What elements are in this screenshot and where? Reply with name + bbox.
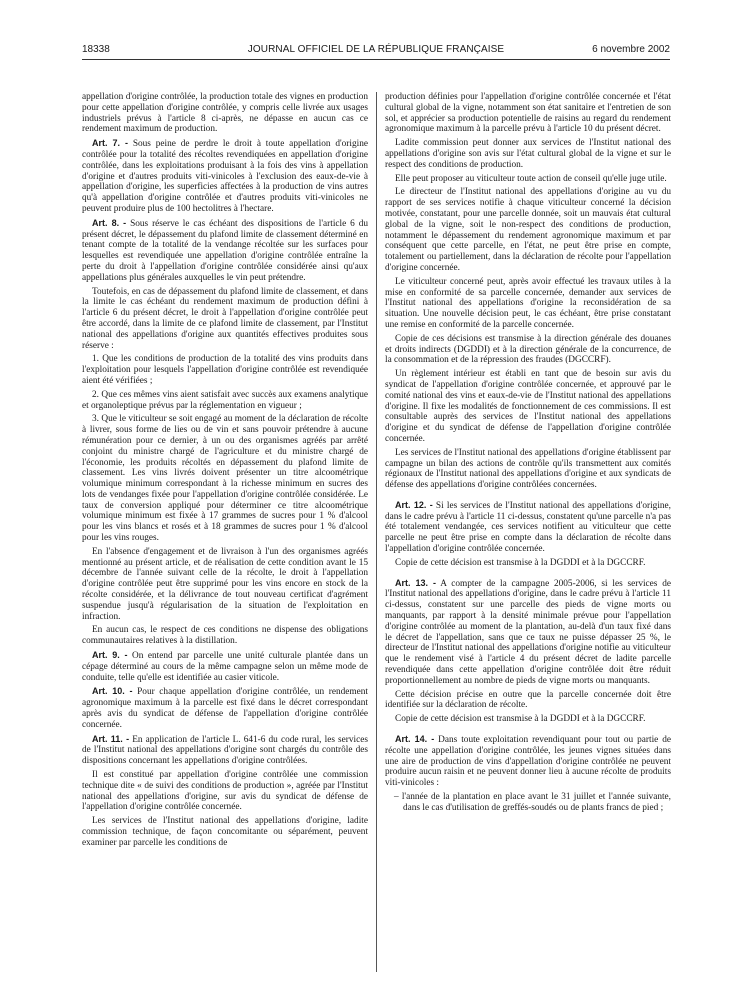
paragraph: Ladite commission peut donner aux services de l'Institut national des appellations d'origine son avis sur l'état cultural global de la vigne et sur le respect des conditions de production. xyxy=(385,138,671,170)
left-column xyxy=(82,92,368,972)
article-heading: Art. 8. - xyxy=(92,217,127,228)
article-text: Dans toute exploitation revendiquant pour tout ou partie de récolte une appellation d'origine contrôlée, les jeunes vignes situées dans une aire de production de vins d'appellation d'origine contrôlée ne peuvent produire aucun raisin et ne peuvent donner lieu à aucune récolte de produits viti-vinicoles : xyxy=(385,735,671,789)
paragraph: Les services de l'Institut national des appellations d'origine établissent par campagne un bilan des actions de contrôle qu'ils transmettent aux comités régionaux de l'Institut national des appellations d'origine et aux syndicats de défense des appellations d'origine contrôlées concernées. xyxy=(385,447,671,491)
paragraph: 3. Que le viticulteur se soit engagé au moment de la déclaration de récolte à livrer, sous forme de lies ou de vin et sans pouvoir prétendre à aucune rémunération pour ce dernier, à un ou des organismes agréés par arrêté conjoint du ministre chargé de l'agriculture et du ministre chargé de l'économie, les produits récoltés en dépassement du plafond limite de classement. Les vins livrés doivent présenter un titre alcoométrique volumique minimum correspondant à la richesse minimum en sucres des lots de vendanges fixée pour l'appellation d'origine contrôlée considérée. Le taux de conversion appliqué pour déterminer ce titre alcoométrique volumique minimum est fixée à 17 grammes de sucres pour 1 % d'alcool pour les vins blancs et rosés et à 18 grammes de sucres pour 1 % d'alcool pour les vins rouges. xyxy=(82,414,368,544)
article-heading: Art. 12. - xyxy=(395,499,433,510)
article-7 xyxy=(82,138,368,215)
paragraph: Un règlement intérieur est établi en tant que de besoin sur avis du syndicat de l'appellation d'origine contrôlée concernée, et approuvé par le comité national des vins et eaux-de-vie de l'Institut national des appellations d'origine. Il fixe les modalités de fonctionnement de ces commissions. Il est consultable auprès des services de l'Institut national des appellations d'origine et du syndicat de défense de l'appellation d'origine contrôlée concernée. xyxy=(385,369,671,444)
header-rule xyxy=(82,59,670,60)
article-9 xyxy=(82,650,368,683)
article-heading: Art. 13. - xyxy=(395,577,436,588)
paragraph: Elle peut proposer au viticulteur toute action de conseil qu'elle juge utile. xyxy=(395,173,667,184)
right-column xyxy=(385,92,671,972)
article-heading: Art. 7. - xyxy=(92,138,129,149)
article-text: Pour chaque appellation d'origine contrôlée, un rendement agronomique maximum à la parcelle est fixé dans le décret correspondant après avis du syndicat de défense de l'appellation d'origine contrôlée concernée. xyxy=(82,687,368,730)
paragraph: Le viticulteur concerné peut, après avoir effectué les travaux utiles à la mise en conformité de sa parcelle concernée, demander aux services de l'Institut national des appellations d'origine la reconsidération de sa situation. Une nouvelle décision peut, le cas échéant, être prise constatant une remise en conformité de la parcelle concernée. xyxy=(385,276,671,330)
article-heading: Art. 9. - xyxy=(92,650,128,661)
article-heading: Art. 10. - xyxy=(92,686,133,697)
paragraph: appellation d'origine contrôlée, la production totale des vignes en production pour cette appellation d'origine contrôlée, y compris celle livrée aux usages industriels prévus à l'article 8 ci-après, ne dépasse en aucun cas ce rendement maximum de production. xyxy=(82,92,368,135)
paragraph: En aucun cas, le respect de ces conditions ne dispense des obligations communautaires relatives à la distillation. xyxy=(82,625,368,647)
article-12 xyxy=(385,500,671,555)
paragraph: Copie de cette décision est transmise à la DGDDI et à la DGCCRF. xyxy=(395,557,646,568)
article-13 xyxy=(385,578,671,687)
paragraph: Copie de ces décisions est transmise à la direction générale des douanes et droits indirects (DGDDI) et à la direction générale de la concurrence, de la consommation et de la répression des fraudes (DGCCRF). xyxy=(385,333,671,366)
article-text: Si les services de l'Institut national des appellations d'origine, dans le cadre prévu à l'article 11 ci-dessus, constatent qu'une parcelle n'a pas été totalement vendangée, ces services notifient au viticulteur que cette parcelle ne peut être prise en compte dans la déclaration de récolte dans l'appellation d'origine contrôlée concernée. xyxy=(385,500,671,555)
paragraph: 2. Que ces mêmes vins aient satisfait avec succès aux examens analytique et organoleptique prévus par la réglementation en vigueur ; xyxy=(82,389,368,411)
article-text: Sous réserve le cas échéant des dispositions de l'article 6 du présent décret, le dépassement du plafond limite de classement déterminé en tenant compte de la totalité de la vendange récoltée sur les surfaces pour lesquelles est revendiquée une appellation d'origine contrôlée entraîne la perte du droit à l'appellation d'origine contrôlée considérée ainsi qu'aux appellations plus générales auxquelles le vin peut prétendre. xyxy=(82,218,368,283)
article-text: Sous peine de perdre le droit à toute appellation d'origine contrôlée pour la totalité des récoltes revendiquées en appellation d'origine contrôlée, dans les exploitations produisant à la fois des vins à appellation d'origine et d'autres produits viti-vinicoles à l'exclusion des eaux-de-vie à appellation d'origine, les superficies affectées à la production de vins autres qu'à appellation d'origine contrôlée et d'autres produits viti-vinicoles ne peuvent produire plus de 100 hectolitres à l'hectare. xyxy=(82,139,368,214)
page-number: 18338 xyxy=(82,44,110,55)
article-text: En application de l'article L. 641-6 du code rural, les services de l'Institut national des appellations d'origine sont chargés du contrôle des dispositions concernant les appellations d'origine contrôlées. xyxy=(82,734,368,767)
article-text: A compter de la campagne 2005-2006, si les services de l'Institut national des appellations d'origine, dans le cadre prévu à l'article 11 ci-dessus, constatent sur une parcelle des pieds de vigne morts ou manquants, par rapport à la densité minimale prévue pour l'appellation d'origine contrôlée au moment de la plantation, au-delà d'un taux fixé dans le décret de l'appellation, sans que ce taux ne puisse dépasser 25 %, le directeur de l'Institut national des appellations d'origine notifie au viticulteur que le rendement visé à l'article 4 du présent décret de ladite parcelle revendiquée dans cette appellation d'origine contrôlée doit être réduit proportionnellement au nombre de pieds de vigne morts ou manquants. xyxy=(385,578,671,686)
paragraph: 1. Que les conditions de production de la totalité des vins produits dans l'exploitation pour lesquels l'appellation d'origine contrôlée est revendiquée aient été vérifiées ; xyxy=(82,354,368,386)
paragraph: Il est constitué par appellation d'origine contrôlée une commission technique dite « de suivi des conditions de production », agréée par l'Institut national des appellations d'origine, sur avis du syndicat de défense de l'appellation d'origine contrôlée concernée. xyxy=(82,770,368,813)
paragraph: Le directeur de l'Institut national des appellations d'origine au vu du rapport de ses services notifie à chaque viticulteur concerné la décision motivée, constatant, pour une parcelle donnée, soit un mauvais état cultural global de la vigne, soit le non-respect des conditions de production, notamment le dépassement du rendement agronomique maximum et par conséquent que cette parcelle, en l'état, ne peut être prise en compte, totalement ou partiellement, dans la déclaration de récolte pour l'appellation d'origine concernée. xyxy=(385,187,671,273)
paragraph: Copie de cette décision est transmise à la DGDDI et à la DGCCRF. xyxy=(395,714,646,725)
publication-date: 6 novembre 2002 xyxy=(592,44,670,55)
article-heading: Art. 14. - xyxy=(395,734,435,745)
article-10 xyxy=(82,686,368,730)
article-8 xyxy=(82,218,368,284)
paragraph: Les services de l'Institut national des appellations d'origine, ladite commission technique, de façon concomitante ou séparément, peuvent examiner par parcelle les conditions de xyxy=(82,816,368,848)
paragraph: Toutefois, en cas de dépassement du plafond limite de classement, et dans la limite le cas échéant du rendement maximum de production défini à l'article 6 du présent décret, le droit à l'appellation d'origine contrôlée peut être accordé, dans la limite de ce plafond limite de classement, par l'Institut national des appellations d'origine aux quantités effectives produites sous réserve : xyxy=(82,286,368,351)
journal-title: JOURNAL OFFICIEL DE LA RÉPUBLIQUE FRANÇAISE xyxy=(247,44,505,55)
paragraph: En l'absence d'engagement et de livraison à l'un des organismes agréés mentionné au présent article, et de réalisation de cette condition avant le 15 décembre de l'année suivant celle de la récolte, le droit à l'appellation d'origine contrôlée peut être supprimé pour les vins encore en stock de la récolte considérée, et la délivrance de tout nouveau certificat d'agrément suspendue jusqu'à régularisation de la situation de l'exploitation en infraction. xyxy=(82,546,368,622)
article-11 xyxy=(82,734,368,767)
article-heading: Art. 11. - xyxy=(92,733,130,744)
page-header xyxy=(82,44,670,60)
paragraph: Cette décision précise en outre que la parcelle concernée doit être identifiée sur la déclaration de récolte. xyxy=(385,689,671,711)
article-14 xyxy=(385,734,671,789)
column-divider xyxy=(376,92,377,972)
article-text: On entend par parcelle une unité culturale plantée dans un cépage déterminé au cours de la même campagne selon un même mode de conduite, telle qu'elle est identifiée au casier viticole. xyxy=(82,651,368,683)
list-item: – l'année de la plantation en place avant le 31 juillet et l'année suivante, dans le cas d'utilisation de greffés-soudés ou de plants francs de pied ; xyxy=(394,792,671,813)
paragraph: production définies pour l'appellation d'origine contrôlée concernée et l'état cultural global de la vigne, notamment son état sanitaire et l'entretien de son sol, et apprécier sa production potentielle de raisins au regard du rendement agronomique maximum à la parcelle prévu à l'article 10 du présent décret. xyxy=(385,92,671,135)
